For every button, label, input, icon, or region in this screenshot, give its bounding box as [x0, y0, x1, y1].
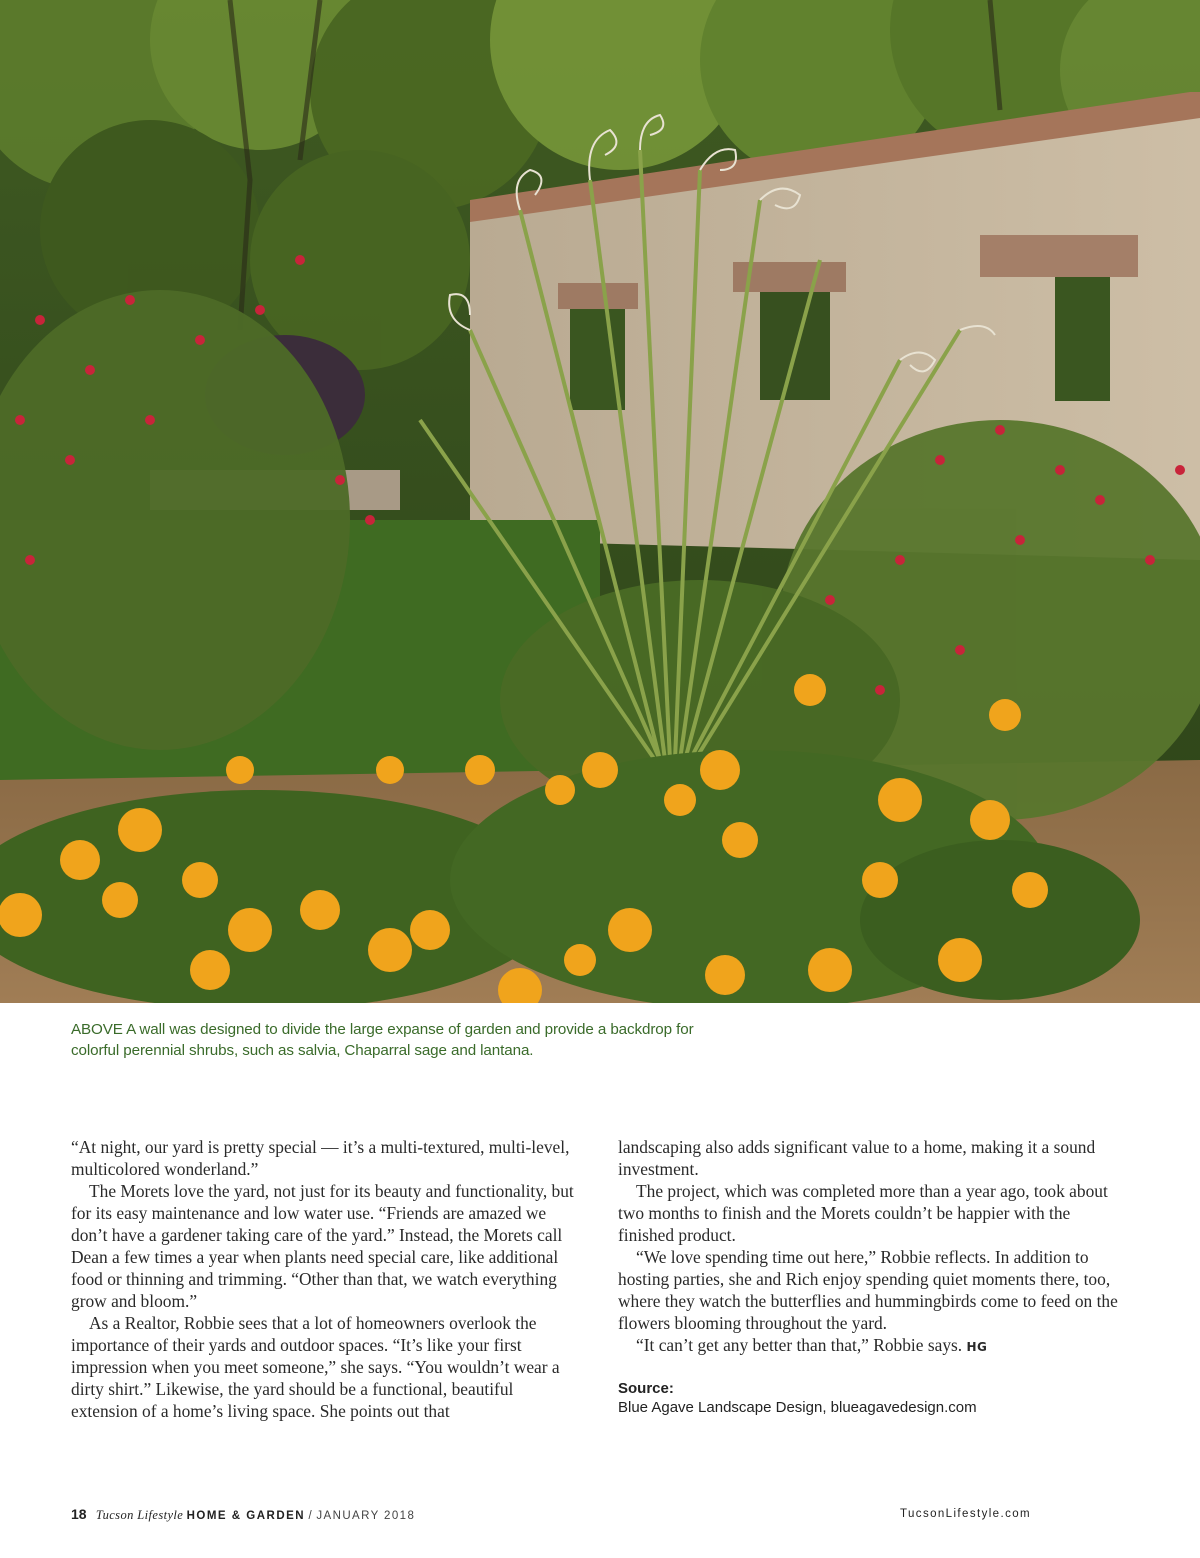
closing-paragraph — [618, 1334, 1129, 1358]
end-mark: HG — [966, 1340, 988, 1354]
page-footer — [71, 1506, 415, 1523]
paragraph: As a Realtor, Robbie sees that a lot of homeowners overlook the importance of their yards and outdoor spaces. “It’s like your first impression when you meet someone,” she says. “You wouldn’t wear a dirty shirt.” Likewise, the yard should be a functional, beautiful extension of a home’s living space. She points out that — [71, 1313, 560, 1421]
source-text: Blue Agave Landscape Design, blueagavedesign.com — [618, 1399, 977, 1416]
photo-caption — [71, 1019, 711, 1061]
caption-text: A wall was designed to divide the large expanse of garden and provide a backdrop for colorful perennial shrubs, such as salvia, Chaparral sage and lantana. — [71, 1021, 694, 1059]
section-name: HOME & GARDEN — [186, 1510, 306, 1522]
paragraph: landscaping also adds significant value to a home, making it a sound investment. — [618, 1137, 1096, 1179]
website-link[interactable]: TucsonLifestyle.com — [900, 1508, 1031, 1520]
paragraph: The Morets love the yard, not just for its beauty and functionality, but for its easy maintenance and low water use. “Friends are amazed we don’t have a gardener taking care of the yard.” Instead, the Morets call Dean a few times a year when plants need special care, like additional food or thinning and trimming. “Other than that, we watch everything grow and bloom.” — [71, 1181, 574, 1311]
footer-separator: / — [308, 1510, 314, 1522]
magazine-name: Tucson Lifestyle — [95, 1508, 184, 1522]
paragraph: The project, which was completed more than a year ago, took about two months to finish and the Morets couldn’t be happier with the finished product. — [618, 1181, 1108, 1245]
article-left-column — [71, 1136, 582, 1422]
source-block — [618, 1379, 1129, 1418]
paragraph: “At night, our yard is pretty special — it’s a multi-textured, multi-level, multicolored wonderland.” — [71, 1137, 570, 1179]
caption-lead: ABOVE — [71, 1021, 123, 1038]
article-right-column — [618, 1136, 1129, 1418]
closing-text: “It can’t get any better than that,” Robbie says. — [636, 1335, 963, 1355]
source-label: Source: — [618, 1380, 674, 1397]
paragraph: “We love spending time out here,” Robbie reflects. In addition to hosting parties, she and Rich enjoy spending quiet moments there, too, where they watch the butterflies and hummingbirds come to feed on the flowers blooming throughout the yard. — [618, 1247, 1118, 1333]
issue-date: JANUARY 2018 — [316, 1510, 416, 1522]
page-number: 18 — [71, 1506, 87, 1522]
